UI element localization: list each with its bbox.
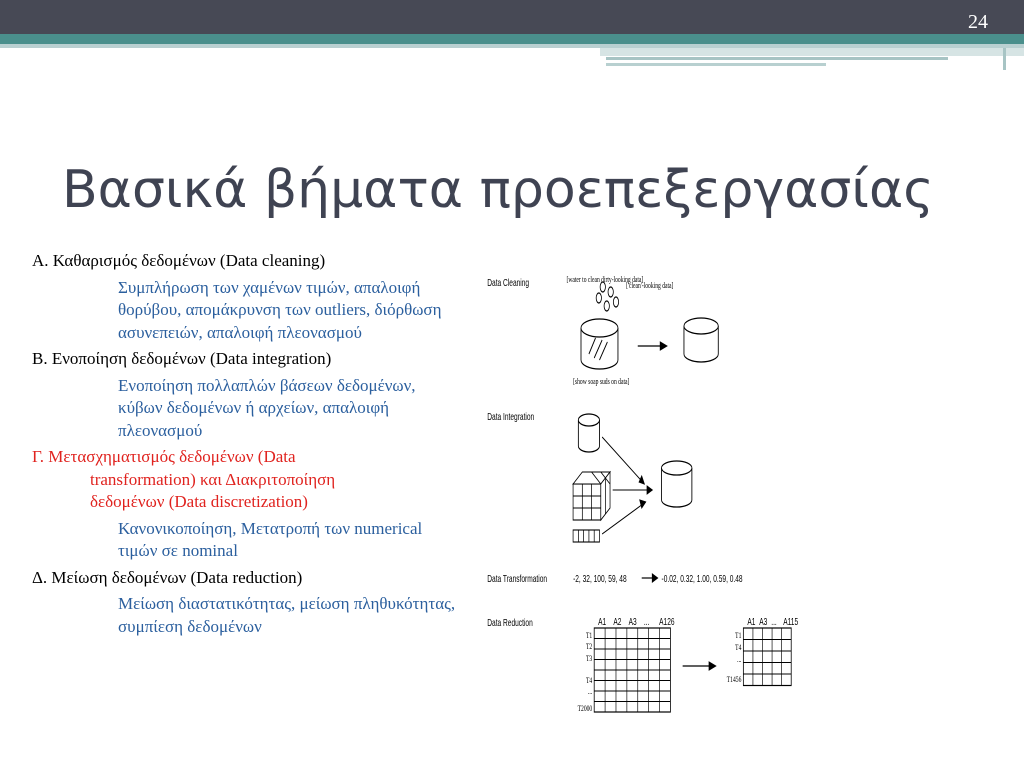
- accent-line-short: [606, 63, 826, 66]
- transformation-arrow-icon: [642, 574, 658, 582]
- item-d-detail: Μείωση διαστατικότητας, μείωση πληθυκότητας, συμπίεση δεδομένων: [118, 594, 456, 636]
- item-c-detail: Κανονικοποίηση, Μετατροπή των numerical τιμών σε nominal: [118, 518, 423, 560]
- table-row-label: T1: [586, 630, 593, 641]
- reduction-label: Data Reduction: [487, 616, 533, 629]
- table-col-header: A3: [628, 615, 637, 628]
- table-row-label: T2000: [577, 703, 593, 714]
- accent-line: [606, 57, 948, 60]
- page-number: 24: [968, 11, 988, 33]
- table-row-label: T4: [586, 675, 593, 686]
- item-c-heading: [32, 446, 462, 514]
- table-col-header: A115: [783, 615, 799, 628]
- integration-label: Data Integration: [487, 410, 535, 423]
- table-row-label: T3: [586, 653, 593, 664]
- item-d-heading: Δ. Μείωση δεδομένων (Data reduction): [32, 567, 303, 587]
- cleaning-arrow-icon: [638, 342, 667, 350]
- reduction-reduced-table: [727, 616, 799, 686]
- table-row-label: T2: [586, 641, 593, 652]
- reduction-arrow-icon: [683, 662, 716, 670]
- table-col-header: A1: [598, 615, 607, 628]
- cleaning-note-right: ['clean'-looking data]: [626, 280, 674, 291]
- table-row-label: ...: [737, 654, 742, 665]
- dirty-data-cylinder-icon: [581, 319, 618, 369]
- slide-content: [32, 250, 462, 642]
- accent-line-vertical: [1003, 48, 1006, 70]
- table-col-header: ...: [771, 615, 777, 628]
- cleaning-note-left: [water to clean dirty-looking data]: [566, 274, 644, 285]
- table-col-header: A126: [659, 615, 675, 628]
- table-row-label: T4: [735, 642, 742, 653]
- slide-title: Βασικά βήματα προεπεξεργασίας: [62, 160, 934, 220]
- table-col-header: A1: [747, 615, 756, 628]
- transformation-input: -2, 32, 100, 59, 48: [573, 572, 627, 585]
- source-database-icon: [578, 414, 599, 452]
- top-bar: [0, 0, 1024, 34]
- flat-file-icon: [573, 530, 599, 542]
- item-b-detail: Ενοποίηση πολλαπλών βάσεων δεδομένων, κύβων δεδομένων ή αρχείων, απαλοιφή πλεονασμού: [118, 375, 416, 440]
- item-b-heading: Β. Ενοποίηση δεδομένων (Data integration): [32, 349, 332, 368]
- table-row-label: T1: [735, 630, 742, 641]
- reduction-original-table: [578, 616, 675, 714]
- table-row-label: ...: [588, 686, 593, 697]
- accent-stripe: [0, 34, 1024, 44]
- item-a-heading: Α. Καθαρισμός δεδομένων (Data cleaning): [32, 251, 326, 270]
- transformation-output: -0.02, 0.32, 1.00, 0.59, 0.48: [661, 572, 743, 585]
- table-col-header: A2: [613, 615, 622, 628]
- cleaning-note-bottom: [show soap suds on data]: [573, 376, 630, 387]
- item-c-heading-line3: δεδομένων (Data discretization): [90, 492, 308, 511]
- clean-data-cylinder-icon: [684, 318, 718, 362]
- transformation-label: Data Transformation: [487, 572, 548, 585]
- table-row-label: T1456: [726, 674, 742, 685]
- table-frame: [743, 628, 791, 686]
- table-col-header: A3: [759, 615, 768, 628]
- item-a-detail: Συμπλήρωση των χαμένων τιμών, απαλοιφή θορύβου, απομάκρυνση των outliers, διόρθωση ασυνεπειών, απαλοιφή πλεονασμού: [118, 277, 442, 342]
- soap-drops-icon: [596, 282, 618, 311]
- item-c-heading-line2: transformation) και Διακριτοποίηση: [90, 469, 336, 489]
- table-col-header: ...: [643, 615, 650, 628]
- target-database-icon: [662, 461, 692, 507]
- preprocessing-figure: [482, 262, 799, 718]
- cleaning-label: Data Cleaning: [487, 276, 530, 289]
- accent-stripe-right: [600, 48, 1024, 56]
- item-c-heading-line1: Γ. Μετασχηματισμός δεδομένων (Data: [32, 447, 296, 466]
- data-cube-icon: [573, 472, 610, 520]
